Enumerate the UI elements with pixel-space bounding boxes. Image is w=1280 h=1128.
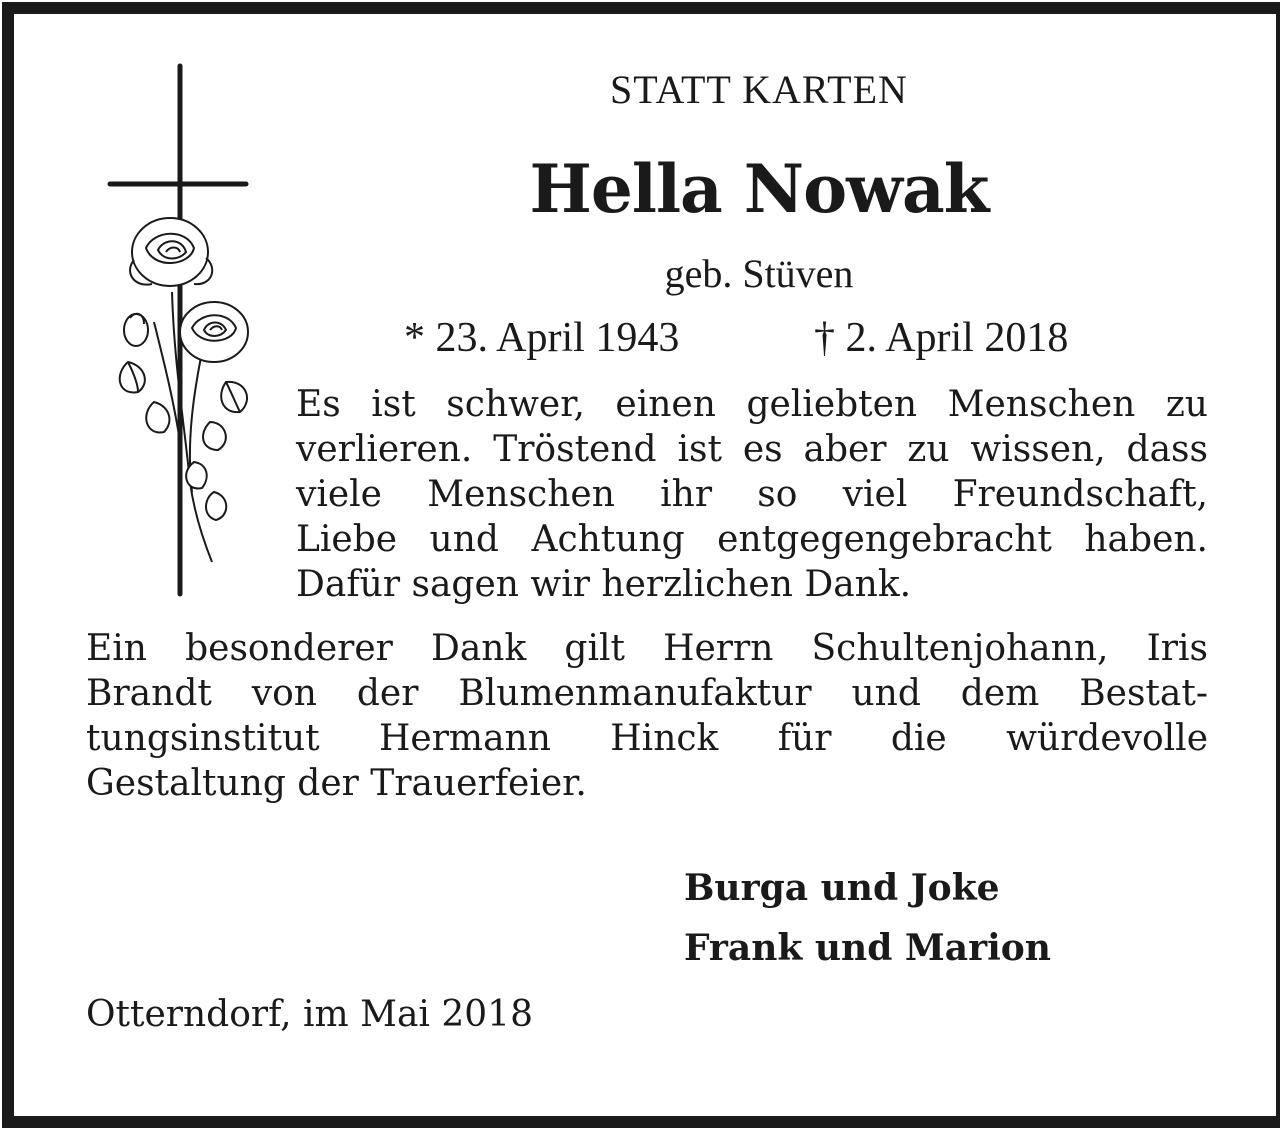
paragraph-line: Ein besonderer Dank gilt Herrn Schultenjohann, Iris xyxy=(86,628,1208,669)
life-dates xyxy=(404,314,1114,364)
thanks-paragraph xyxy=(86,626,1208,806)
paragraph-line: Liebe und Achtung entgegengebracht haben. xyxy=(296,519,1208,560)
paragraph-line: Es ist schwer, einen geliebten Menschen zu xyxy=(296,384,1208,425)
signer-line: Burga und Joke xyxy=(684,867,1000,909)
signer-line: Frank und Marion xyxy=(684,927,1051,969)
cross-with-roses-icon xyxy=(94,62,274,602)
birth-name: geb. Stüven xyxy=(664,251,854,296)
condolence-paragraph xyxy=(296,382,1208,607)
death-date: † 2. April 2018 xyxy=(814,315,1069,361)
paragraph-line: Dafür sagen wir herzlichen Dank. xyxy=(296,564,912,605)
paragraph-line: tungsinstitut Hermann Hinck für die würdevolle xyxy=(86,718,1208,759)
paragraph-line: Gestaltung der Trauerfeier. xyxy=(86,763,587,804)
place-and-date: Otterndorf, im Mai 2018 xyxy=(86,994,533,1035)
paragraph-line: Brandt von der Blumenmanufaktur und dem Bestat- xyxy=(86,673,1208,714)
obituary-notice xyxy=(14,14,1276,1116)
birth-date: * 23. April 1943 xyxy=(404,315,680,361)
paragraph-line: verlieren. Tröstend ist es aber zu wissen, dass xyxy=(296,429,1208,470)
signers-block xyxy=(684,858,1204,978)
paragraph-line: viele Menschen ihr so viel Freundschaft, xyxy=(296,474,1208,515)
deceased-name: Hella Nowak xyxy=(529,150,989,228)
notice-header: STATT KARTEN xyxy=(610,67,908,112)
